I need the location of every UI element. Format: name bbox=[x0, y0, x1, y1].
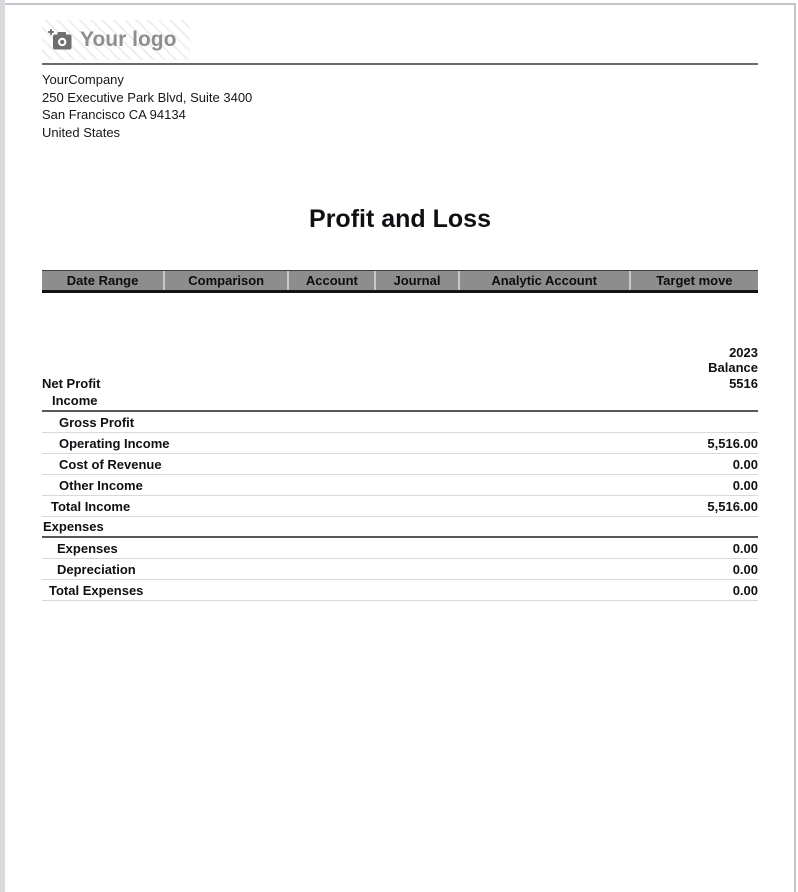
row-label: Expenses bbox=[57, 540, 118, 556]
row-label: Net Profit bbox=[42, 375, 101, 391]
row-value: 5516 bbox=[729, 375, 758, 391]
company-street: 250 Executive Park Blvd, Suite 3400 bbox=[42, 89, 253, 105]
column-header-year: 2023 bbox=[729, 345, 758, 360]
report-page bbox=[5, 3, 796, 892]
filter-journal: Journal bbox=[374, 271, 457, 290]
table-row-other-income bbox=[42, 475, 758, 496]
row-label: Gross Profit bbox=[59, 414, 135, 430]
filter-date-range: Date Range bbox=[66, 273, 139, 288]
table-row-net-profit bbox=[42, 375, 758, 391]
row-label: Total Income bbox=[51, 498, 131, 514]
logo-text: Your logo bbox=[80, 28, 177, 51]
table-row-operating-income bbox=[42, 433, 758, 454]
table-row-income-section bbox=[42, 391, 758, 412]
row-label: Other Income bbox=[59, 477, 143, 493]
column-header-balance: Balance bbox=[708, 360, 758, 375]
filter-analytic-account: Analytic Account bbox=[458, 271, 629, 290]
row-label: Cost of Revenue bbox=[59, 456, 162, 472]
report-title: Profit and Loss bbox=[309, 205, 491, 233]
table-row-depreciation bbox=[42, 559, 758, 580]
company-country: United States bbox=[42, 124, 121, 140]
filter-comparison: Comparison bbox=[163, 271, 287, 290]
header-divider bbox=[42, 63, 758, 65]
filter-header-bar bbox=[42, 270, 758, 293]
row-value: 5,516.00 bbox=[707, 435, 758, 451]
row-label: Total Expenses bbox=[49, 582, 144, 598]
table-row-cost-of-revenue bbox=[42, 454, 758, 475]
row-label: Depreciation bbox=[57, 561, 136, 577]
table-row-total-income bbox=[42, 496, 758, 517]
company-logo-placeholder bbox=[42, 20, 190, 60]
row-value: 0.00 bbox=[732, 582, 758, 598]
camera-plus-icon bbox=[48, 29, 72, 51]
table-row-expenses-section bbox=[42, 517, 758, 538]
row-label: Income bbox=[52, 393, 98, 408]
table-row-gross-profit bbox=[42, 412, 758, 433]
table-row-total-expenses bbox=[42, 580, 758, 601]
row-value: 0.00 bbox=[732, 477, 758, 493]
row-value: 0.00 bbox=[732, 540, 758, 556]
profit-loss-table bbox=[42, 345, 758, 601]
filter-account: Account bbox=[287, 271, 374, 290]
row-value: 5,516.00 bbox=[707, 498, 758, 514]
row-label: Operating Income bbox=[59, 435, 170, 451]
company-city: San Francisco CA 94134 bbox=[42, 107, 186, 122]
company-address-block bbox=[42, 71, 758, 141]
row-value: 0.00 bbox=[732, 561, 758, 577]
table-row-expenses bbox=[42, 538, 758, 559]
company-name: YourCompany bbox=[42, 72, 124, 87]
filter-target-move: Target move bbox=[629, 271, 758, 290]
row-label: Expenses bbox=[43, 519, 104, 534]
row-value: 0.00 bbox=[732, 456, 758, 472]
